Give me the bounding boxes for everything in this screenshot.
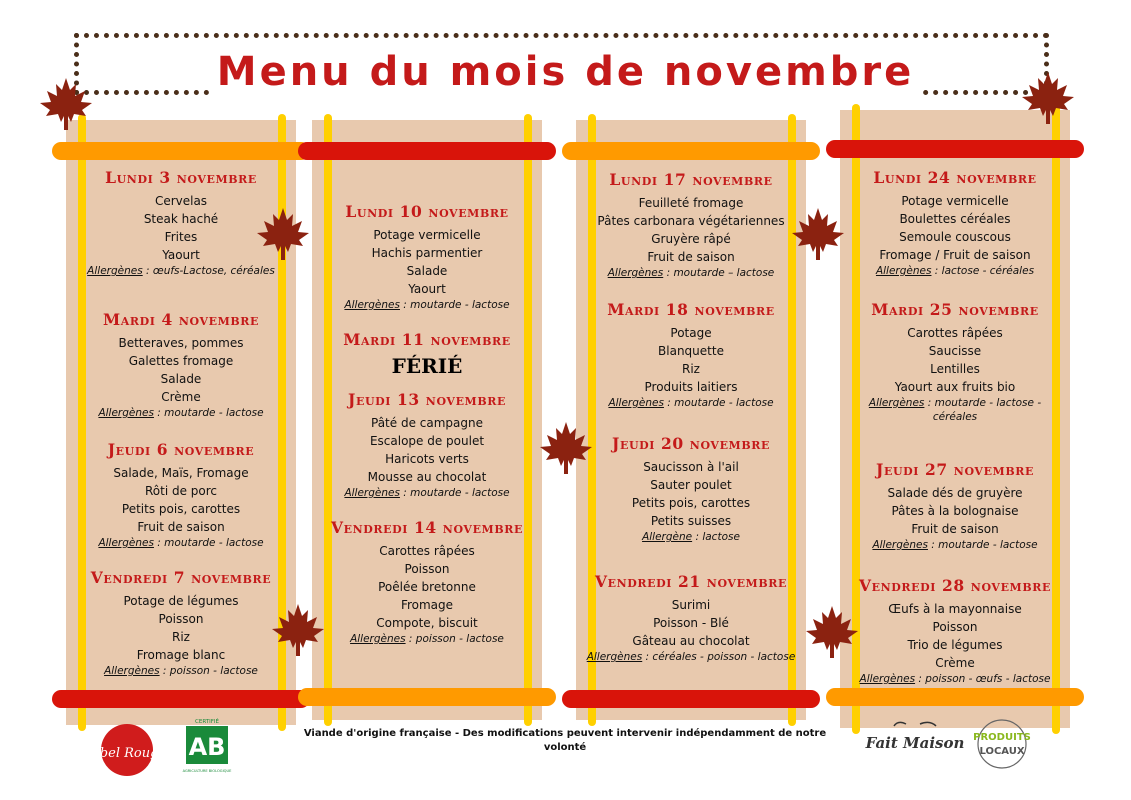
menu-item: Potage vermicelle (901, 194, 1009, 208)
menu-item: Betteraves, pommes (118, 336, 244, 350)
svg-text:label Rouge: label Rouge (87, 746, 167, 761)
menu-item: Petits pois, carottes (121, 502, 241, 516)
svg-text:CERTIFIÉ: CERTIFIÉ (195, 719, 219, 725)
menu-item: Semoule couscous (899, 230, 1011, 244)
menu-item: Galettes fromage (128, 354, 234, 368)
page-title: Menu du mois de novembre (0, 48, 1131, 96)
maple-leaf-icon (790, 206, 846, 262)
svg-text:LOCAUX: LOCAUX (979, 746, 1025, 757)
day-heading: Jeudi 20 novembre (612, 434, 770, 453)
day-block (66, 568, 296, 678)
allergen-note: Allergènes : moutarde - lactose (608, 397, 774, 409)
ribbon (298, 688, 556, 706)
day-heading: Mardi 18 novembre (607, 300, 775, 319)
menu-item: Haricots verts (385, 452, 469, 466)
week-column-4 (840, 110, 1070, 728)
menu-item: Carottes râpées (907, 326, 1003, 340)
day-block (66, 440, 296, 568)
allergen-note: Allergènes : moutarde - lactose (872, 539, 1038, 551)
menu-item: Cervelas (154, 194, 208, 208)
allergen-note: Allergènes : poisson - lactose (104, 665, 258, 677)
menu-item: Produits laitiers (644, 380, 738, 394)
menu-item: Pâtes à la bolognaise (891, 504, 1019, 518)
ab-organic-logo (184, 716, 230, 778)
day-heading: Lundi 17 novembre (609, 170, 773, 189)
menu-item: Salade (406, 264, 448, 278)
menu-item: Gruyère râpé (651, 232, 731, 246)
menu-item: Riz (172, 630, 190, 644)
menu-item: Fruit de saison (137, 520, 225, 534)
ribbon (52, 142, 310, 160)
menu-item: Petits suisses (650, 514, 732, 528)
menu-item: Surimi (671, 598, 711, 612)
menu-item: Fromage (400, 598, 454, 612)
allergen-note: Allergènes : poisson - œufs - lactose (859, 673, 1051, 685)
menu-item: Lentilles (930, 362, 980, 376)
menu-item: Poisson - Blé (653, 616, 729, 630)
ribbon (826, 140, 1084, 158)
menu-item: Riz (682, 362, 700, 376)
menu-item: Sauter poulet (650, 478, 732, 492)
menu-item: Compote, biscuit (376, 616, 478, 630)
menu-item: Potage (670, 326, 712, 340)
svg-text:PRODUITS: PRODUITS (973, 732, 1031, 743)
menu-item: Poisson (158, 612, 204, 626)
week-column-2 (312, 120, 542, 720)
menu-item: Fruit de saison (647, 250, 735, 264)
ribbon (52, 690, 310, 708)
menu-item: Poisson (404, 562, 450, 576)
day-heading: Mardi 11 novembre (343, 330, 511, 349)
menu-item: Blanquette (658, 344, 724, 358)
menu-item: Yaourt (162, 248, 200, 262)
produits-locaux-logo (970, 716, 1034, 772)
menu-item: Salade (160, 372, 202, 386)
allergen-note: Allergènes : moutarde – lactose (607, 267, 775, 279)
allergen-note: Allergènes : moutarde - lactose (98, 407, 264, 419)
day-block (576, 170, 806, 300)
menu-item: Pâtes carbonara végétariennes (597, 214, 785, 228)
menu-item: Saucisse (928, 344, 982, 358)
svg-text:Fait Maison: Fait Maison (865, 734, 965, 752)
day-heading: Mardi 25 novembre (871, 300, 1039, 319)
menu-item: Potage vermicelle (373, 228, 481, 242)
day-block (576, 434, 806, 572)
day-heading: Lundi 10 novembre (345, 202, 509, 221)
menu-item: Boulettes céréales (899, 212, 1011, 226)
menu-item: Poisson (932, 620, 978, 634)
ribbon (826, 688, 1084, 706)
maple-leaf-icon (804, 604, 860, 660)
allergen-note: Allergènes : lactose - céréales (875, 265, 1035, 277)
day-block (840, 460, 1070, 576)
menu-item: Frites (164, 230, 198, 244)
menu-item: Petits pois, carottes (631, 496, 751, 510)
day-heading: Mardi 4 novembre (102, 310, 260, 329)
day-block (840, 576, 1070, 686)
menu-item: Feuilleté fromage (638, 196, 744, 210)
menu-item: Salade, Maïs, Fromage (113, 466, 249, 480)
allergen-note: Allergène : lactose (642, 531, 740, 543)
menu-item: Poêlée bretonne (378, 580, 476, 594)
label-rouge-logo (87, 722, 167, 778)
menu-item: Rôti de porc (144, 484, 218, 498)
menu-item: Gâteau au chocolat (632, 634, 750, 648)
menu-item: Œufs à la mayonnaise (888, 602, 1022, 616)
menu-item: Carottes râpées (379, 544, 475, 558)
menu-item: Escalope de poulet (369, 434, 485, 448)
day-heading: Vendredi 14 novembre (331, 518, 523, 537)
allergen-note: Allergènes : moutarde - lactose (98, 537, 264, 549)
menu-item: Fromage blanc (136, 648, 226, 662)
menu-item: Saucisson à l'ail (643, 460, 739, 474)
allergen-note: Allergènes : poisson - lactose (350, 633, 504, 645)
menu-item: Salade dés de gruyère (887, 486, 1023, 500)
svg-text:AGRICULTURE BIOLOGIQUE: AGRICULTURE BIOLOGIQUE (182, 769, 232, 773)
maple-leaf-icon (538, 420, 594, 476)
allergen-note: Allergènes : moutarde - lactose - céréales (868, 397, 1042, 423)
day-heading: Jeudi 13 novembre (348, 390, 506, 409)
day-block (312, 390, 542, 518)
day-heading: Lundi 3 novembre (105, 168, 257, 187)
menu-item: Yaourt (408, 282, 446, 296)
day-block (840, 168, 1070, 300)
footer-note: Viande d'origine française - Des modifications peuvent intervenir indépendamment de notre volonté (303, 728, 827, 753)
maple-leaf-icon (38, 76, 94, 132)
menu-item: Trio de légumes (907, 638, 1003, 652)
menu-item: Yaourt aux fruits bio (894, 380, 1016, 394)
week-column-3 (576, 120, 806, 720)
maple-leaf-icon (1020, 70, 1076, 126)
allergen-note: Allergènes : œufs-Lactose, céréales (87, 265, 275, 277)
menu-item: Crème (161, 390, 201, 404)
day-heading: Lundi 24 novembre (873, 168, 1037, 187)
maple-leaf-icon (255, 206, 311, 262)
day-heading: Vendredi 21 novembre (595, 572, 787, 591)
day-heading: Jeudi 27 novembre (876, 460, 1034, 479)
day-heading: Jeudi 6 novembre (107, 440, 255, 459)
day-block (312, 518, 542, 646)
day-heading: Vendredi 28 novembre (859, 576, 1051, 595)
ribbon (562, 690, 820, 708)
menu-item: Pâté de campagne (371, 416, 483, 430)
day-block (576, 572, 806, 664)
svg-text:AB: AB (188, 733, 226, 761)
day-block (312, 330, 542, 390)
day-heading: Vendredi 7 novembre (90, 568, 272, 587)
menu-item: Steak haché (143, 212, 219, 226)
day-block (66, 310, 296, 440)
menu-item: Fruit de saison (911, 522, 999, 536)
allergen-note: Allergènes : moutarde - lactose (344, 299, 510, 311)
ribbon (298, 142, 556, 160)
holiday-label: FÉRIÉ (391, 354, 463, 378)
allergen-note: Allergènes : moutarde - lactose (344, 487, 510, 499)
day-block (312, 202, 542, 330)
menu-item: Hachis parmentier (371, 246, 483, 260)
maple-leaf-icon (270, 602, 326, 658)
menu-item: Mousse au chocolat (367, 470, 487, 484)
ribbon (562, 142, 820, 160)
day-block (576, 300, 806, 434)
day-block (840, 300, 1070, 460)
allergen-note: Allergènes : céréales - poisson - lactose (586, 651, 796, 663)
menu-item: Potage de légumes (123, 594, 239, 608)
menu-item: Fromage / Fruit de saison (879, 248, 1031, 262)
menu-item: Crème (935, 656, 975, 670)
fait-maison-logo (865, 718, 965, 768)
